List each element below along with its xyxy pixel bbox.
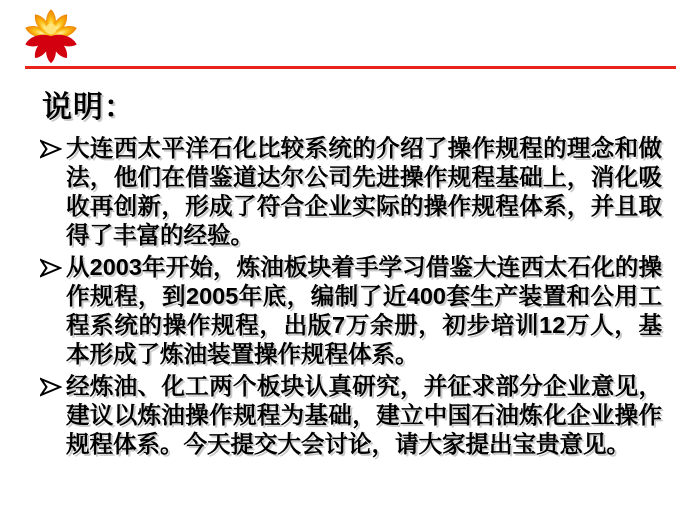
bullet-item-1: [40, 134, 662, 250]
bullet-item-2: [40, 253, 662, 369]
header-divider-line: [25, 66, 676, 69]
slide-title: 说明：: [42, 91, 135, 124]
arrowhead-right-icon: [40, 134, 66, 159]
petrochina-logo-icon: [21, 5, 81, 65]
arrowhead-right-icon: [40, 372, 66, 397]
arrowhead-right-icon: [40, 253, 66, 278]
bullet-item-3: [40, 372, 662, 459]
bullet-text: 大连西太平洋石化比较系统的介绍了操作规程的理念和做法，他们在借鉴道达尔公司先进操作规程基础上，消化吸收再创新，形成了符合企业实际的操作规程体系，并且取得了丰富的经验。: [66, 135, 662, 248]
bullet-text: 经炼油、化工两个板块认真研究，并征求部分企业意见，建议以炼油操作规程为基础，建立中国石油炼化企业操作规程体系。今天提交大会讨论，请大家提出宝贵意见。: [66, 373, 662, 457]
slide-body: [40, 82, 662, 462]
bullet-text: 从2003年开始，炼油板块着手学习借鉴大连西太石化的操作规程，到2005年底，编制了近400套生产装置和公用工程系统的操作规程，出版7万余册，初步培训12万人，基本形成了炼油装置操作规程体系。: [66, 254, 662, 367]
